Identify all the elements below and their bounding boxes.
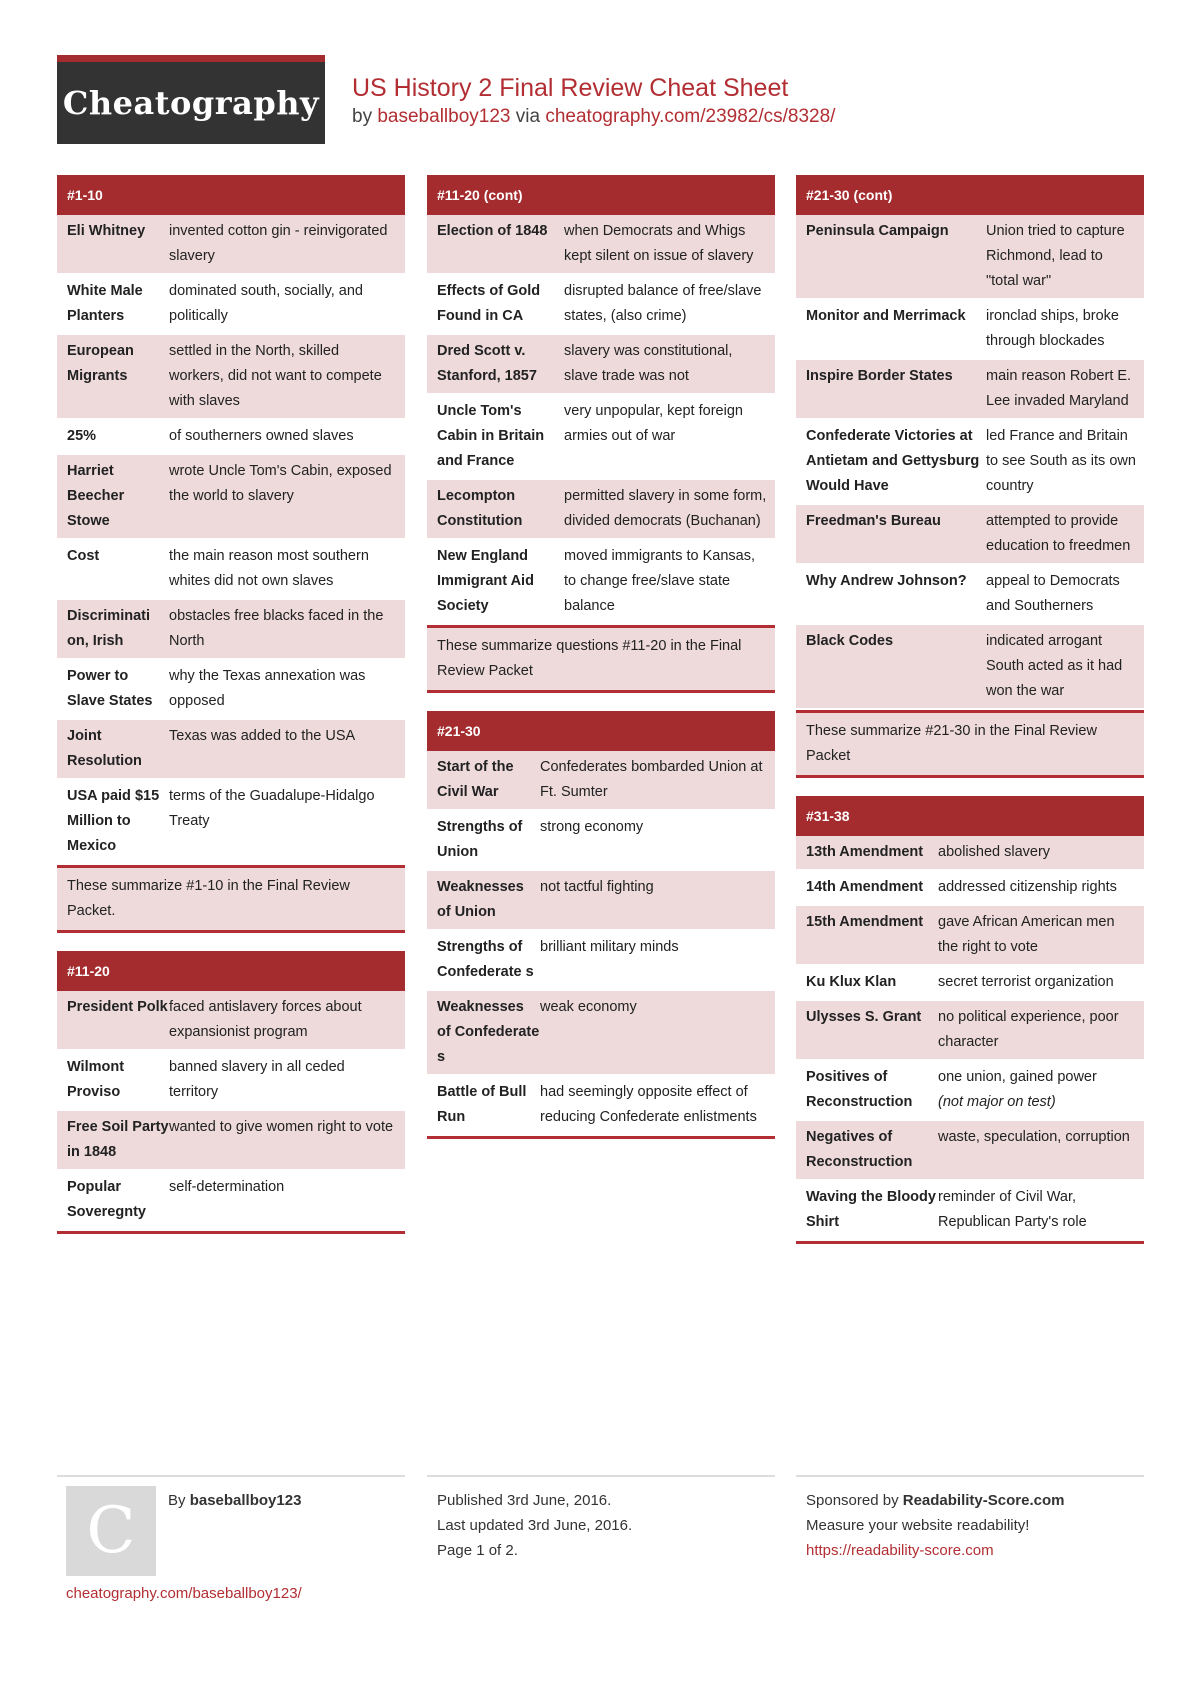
section xyxy=(427,711,775,1139)
definition xyxy=(169,664,405,714)
definition-text: indicated arrogant South acted as it had won the war xyxy=(986,633,1123,699)
definition xyxy=(986,424,1144,499)
definition xyxy=(169,604,405,654)
term: 25% xyxy=(67,428,97,444)
definition xyxy=(986,219,1144,294)
footer-divider xyxy=(796,1475,1144,1477)
term: Effects of Gold Found in CA xyxy=(437,283,541,324)
table-row xyxy=(796,1181,1144,1241)
term: Wilmont Proviso xyxy=(67,1059,125,1100)
table-row xyxy=(796,906,1144,966)
term: Weaknesses of Union xyxy=(437,879,524,920)
table-row xyxy=(57,1051,405,1111)
section-header: #21-30 xyxy=(427,711,775,751)
definition-text: Texas was added to the USA xyxy=(169,728,356,744)
definition xyxy=(564,339,775,389)
table-row xyxy=(796,360,1144,420)
table-row xyxy=(57,600,405,660)
term: Positives of Reconstruction xyxy=(806,1069,913,1110)
definition-text: wrote Uncle Tom's Cabin, exposed the world to slavery xyxy=(169,463,392,504)
definition xyxy=(169,1115,405,1165)
sponsor-name[interactable]: Readability-Score.com xyxy=(902,1492,1065,1509)
definition xyxy=(169,424,405,449)
definition-text: Union tried to capture Richmond, lead to "total war" xyxy=(986,223,1125,289)
sponsored-label: Sponsored by xyxy=(806,1492,899,1509)
definition xyxy=(564,279,775,329)
definition xyxy=(938,1005,1144,1055)
avatar-letter: C xyxy=(86,1494,136,1568)
definition-text: had seemingly opposite effect of reducing Confederate enlistments xyxy=(540,1084,757,1125)
definition-text: when Democrats and Whigs kept silent on issue of slavery xyxy=(564,223,754,264)
table-row xyxy=(796,215,1144,300)
table-row xyxy=(427,540,775,625)
definition xyxy=(986,569,1144,619)
table-row xyxy=(57,455,405,540)
table-row xyxy=(57,780,405,865)
footer-author-name: baseballboy123 xyxy=(189,1492,302,1509)
page-title: US History 2 Final Review Cheat Sheet xyxy=(352,74,789,102)
term: Free Soil Party in 1848 xyxy=(67,1119,169,1160)
definition-text: Confederates bombarded Union at Ft. Sumter xyxy=(540,759,763,800)
definition-text: slavery was constitutional, slave trade was not xyxy=(564,343,733,384)
section-note: These summarize questions #11-20 in the Final Review Packet xyxy=(427,625,775,690)
term: Freedman's Bureau xyxy=(806,513,941,529)
definition-text: led France and Britain to see South as its own country xyxy=(986,428,1136,494)
definition xyxy=(169,279,405,329)
term: Negatives of Reconstruction xyxy=(806,1129,913,1170)
definition-text: dominated south, socially, and politically xyxy=(169,283,363,324)
definition-text: main reason Robert E. Lee invaded Maryland xyxy=(986,368,1132,409)
definition xyxy=(169,544,405,594)
definition xyxy=(169,219,405,269)
table-row xyxy=(57,1111,405,1171)
definition-text: strong economy xyxy=(540,819,644,835)
page-number: Page 1 of 2. xyxy=(437,1542,518,1559)
term: Lecompton Constitution xyxy=(437,488,523,529)
sponsor-url-link[interactable]: https://readability-score.com xyxy=(806,1542,994,1559)
definition xyxy=(564,544,775,619)
table-row xyxy=(796,871,1144,906)
term: Why Andrew Johnson? xyxy=(806,573,967,589)
table-row xyxy=(427,480,775,540)
section-note: These summarize #21-30 in the Final Review Packet xyxy=(796,710,1144,775)
definition-text: brilliant military minds xyxy=(540,939,679,955)
definition-text: faced antislavery forces about expansionist program xyxy=(169,999,362,1040)
table-row xyxy=(796,505,1144,565)
definition xyxy=(540,1080,775,1130)
definition-text: secret terrorist organization xyxy=(938,974,1114,990)
definition xyxy=(564,399,775,474)
definition xyxy=(169,724,405,774)
term: 13th Amendment xyxy=(806,844,924,860)
table-row xyxy=(427,871,775,931)
term: New England Immigrant Aid Society xyxy=(437,548,534,614)
footer-dates xyxy=(437,1488,632,1563)
term: Confederate Victories at Antietam and Gettysburg Would Have xyxy=(806,428,980,494)
definition xyxy=(169,459,405,534)
table-row xyxy=(427,931,775,991)
term: Popular Soveregnty xyxy=(67,1179,146,1220)
definition-text: ironclad ships, broke through blockades xyxy=(986,308,1119,349)
section-header: #1-10 xyxy=(57,175,405,215)
logo-text: Cheatography xyxy=(62,84,320,122)
definition xyxy=(169,1055,405,1105)
logo[interactable] xyxy=(57,55,325,144)
table-row xyxy=(427,275,775,335)
via-label: via xyxy=(515,106,541,127)
table-row xyxy=(57,420,405,455)
term: Election of 1848 xyxy=(437,223,548,239)
term: Waving the Bloody Shirt xyxy=(806,1189,936,1230)
definition-text: no political experience, poor character xyxy=(938,1009,1119,1050)
section-header: #11-20 (cont) xyxy=(427,175,775,215)
term: 15th Amendment xyxy=(806,914,924,930)
table-row xyxy=(427,1076,775,1136)
byline xyxy=(352,106,835,128)
term: Ku Klux Klan xyxy=(806,974,897,990)
section-header: #31-38 xyxy=(796,796,1144,836)
table-row xyxy=(427,335,775,395)
definition-text: settled in the North, skilled workers, did not want to compete with slaves xyxy=(169,343,382,409)
author-avatar[interactable] xyxy=(66,1486,156,1576)
published-date: Published 3rd June, 2016. xyxy=(437,1492,612,1509)
table-row xyxy=(796,1121,1144,1181)
section xyxy=(427,175,775,693)
term: Start of the Civil War xyxy=(437,759,514,800)
table-row xyxy=(427,395,775,480)
table-row xyxy=(427,991,775,1076)
column-1 xyxy=(57,175,405,1252)
definition xyxy=(938,875,1144,900)
definition xyxy=(169,995,405,1045)
table-row xyxy=(427,811,775,871)
definition-text: banned slavery in all ceded territory xyxy=(169,1059,345,1100)
footer-divider xyxy=(57,1475,405,1477)
table-row xyxy=(57,215,405,275)
term: Dred Scott v. Stanford, 1857 xyxy=(437,343,537,384)
section xyxy=(57,175,405,933)
footer-by-label: By xyxy=(168,1492,186,1509)
definition-text: appeal to Democrats and Southerners xyxy=(986,573,1120,614)
definition-text: one union, gained power xyxy=(938,1069,1097,1085)
term: Peninsula Campaign xyxy=(806,223,949,239)
definition xyxy=(540,755,775,805)
definition-text: wanted to give women right to vote xyxy=(169,1119,394,1135)
by-label: by xyxy=(352,106,373,127)
term: Weaknesses of Confederate s xyxy=(437,999,540,1065)
term: Battle of Bull Run xyxy=(437,1084,527,1125)
definition-text: weak economy xyxy=(540,999,637,1015)
term: Power to Slave States xyxy=(67,668,153,709)
definition xyxy=(564,219,775,269)
column-2 xyxy=(427,175,775,1157)
table-row xyxy=(796,565,1144,625)
table-row xyxy=(57,275,405,335)
term: Monitor and Merrimack xyxy=(806,308,966,324)
definition-text: self-determination xyxy=(169,1179,285,1195)
definition xyxy=(169,1175,405,1225)
term: Discriminati on, Irish xyxy=(67,608,150,649)
definition xyxy=(938,970,1144,995)
table-row xyxy=(57,540,405,600)
footer-divider xyxy=(427,1475,775,1477)
definition-text: disrupted balance of free/slave states, (also crime) xyxy=(564,283,762,324)
definition-text: why the Texas annexation was opposed xyxy=(169,668,366,709)
table-row xyxy=(57,720,405,780)
definition-text: attempted to provide education to freedmen xyxy=(986,513,1131,554)
table-row xyxy=(57,1171,405,1231)
table-row xyxy=(57,335,405,420)
updated-date: Last updated 3rd June, 2016. xyxy=(437,1517,633,1534)
definition xyxy=(938,1125,1144,1175)
definition xyxy=(540,875,775,925)
term: Eli Whitney xyxy=(67,223,146,239)
definition xyxy=(938,840,1144,865)
term: USA paid $15 Million to Mexico xyxy=(67,788,160,854)
table-row xyxy=(57,991,405,1051)
definition-text: gave African American men the right to vote xyxy=(938,914,1115,955)
table-row xyxy=(796,300,1144,360)
definition-text: not tactful fighting xyxy=(540,879,654,895)
definition xyxy=(540,935,775,985)
definition-text: reminder of Civil War, Republican Party's role xyxy=(938,1189,1087,1230)
section xyxy=(796,175,1144,778)
table-row xyxy=(427,215,775,275)
term: Ulysses S. Grant xyxy=(806,1009,922,1025)
table-row xyxy=(427,751,775,811)
definition xyxy=(540,815,775,865)
table-row xyxy=(796,1061,1144,1121)
definition xyxy=(986,629,1144,704)
table-row xyxy=(57,660,405,720)
footer-author xyxy=(168,1488,301,1513)
term: White Male Planters xyxy=(67,283,143,324)
column-3 xyxy=(796,175,1144,1262)
table-row xyxy=(796,1001,1144,1061)
definition xyxy=(169,784,405,859)
definition xyxy=(986,364,1144,414)
definition-text: the main reason most southern whites did not own slaves xyxy=(169,548,369,589)
definition xyxy=(169,339,405,414)
table-row xyxy=(796,966,1144,1001)
footer-sponsor xyxy=(806,1488,1064,1563)
section-note: These summarize #1-10 in the Final Review Packet. xyxy=(57,865,405,930)
definition-text: abolished slavery xyxy=(938,844,1051,860)
term: Strengths of Confederate s xyxy=(437,939,534,980)
definition-text: moved immigrants to Kansas, to change free/slave state balance xyxy=(564,548,755,614)
definition xyxy=(540,995,775,1070)
definition-text: invented cotton gin - reinvigorated slavery xyxy=(169,223,388,264)
definition xyxy=(986,509,1144,559)
term: Strengths of Union xyxy=(437,819,523,860)
definition-text: very unpopular, kept foreign armies out of war xyxy=(564,403,743,444)
section-header: #21-30 (cont) xyxy=(796,175,1144,215)
definition-text: addressed citizenship rights xyxy=(938,879,1117,895)
definition xyxy=(938,910,1144,960)
definition-note: (not major on test) xyxy=(938,1094,1056,1110)
definition-text: waste, speculation, corruption xyxy=(938,1129,1130,1145)
section xyxy=(57,951,405,1234)
author-link[interactable]: baseballboy123 xyxy=(377,106,511,127)
term: Uncle Tom's Cabin in Britain and France xyxy=(437,403,545,469)
term: 14th Amendment xyxy=(806,879,924,895)
definition xyxy=(564,484,775,534)
footer-author-link[interactable]: cheatography.com/baseballboy123/ xyxy=(66,1585,302,1602)
definition xyxy=(986,304,1144,354)
term: Harriet Beecher Stowe xyxy=(67,463,125,529)
term: Inspire Border States xyxy=(806,368,953,384)
definition-text: terms of the Guadalupe-Hidalgo Treaty xyxy=(169,788,375,829)
sponsor-tagline: Measure your website readability! xyxy=(806,1517,1030,1534)
sponsor-line xyxy=(806,1488,1064,1513)
definition xyxy=(938,1185,1144,1235)
definition-text: permitted slavery in some form, divided democrats (Buchanan) xyxy=(564,488,767,529)
term: Black Codes xyxy=(806,633,894,649)
definition xyxy=(938,1065,1144,1115)
table-row xyxy=(796,836,1144,871)
term: Joint Resolution xyxy=(67,728,142,769)
section-header: #11-20 xyxy=(57,951,405,991)
table-row xyxy=(796,420,1144,505)
term: Cost xyxy=(67,548,100,564)
section xyxy=(796,796,1144,1244)
definition-text: obstacles free blacks faced in the North xyxy=(169,608,384,649)
table-row xyxy=(796,625,1144,710)
term: President Polk xyxy=(67,999,168,1015)
definition-text: of southerners owned slaves xyxy=(169,428,354,444)
sheet-url-link[interactable]: cheatography.com/23982/cs/8328/ xyxy=(545,106,836,127)
term: European Migrants xyxy=(67,343,134,384)
